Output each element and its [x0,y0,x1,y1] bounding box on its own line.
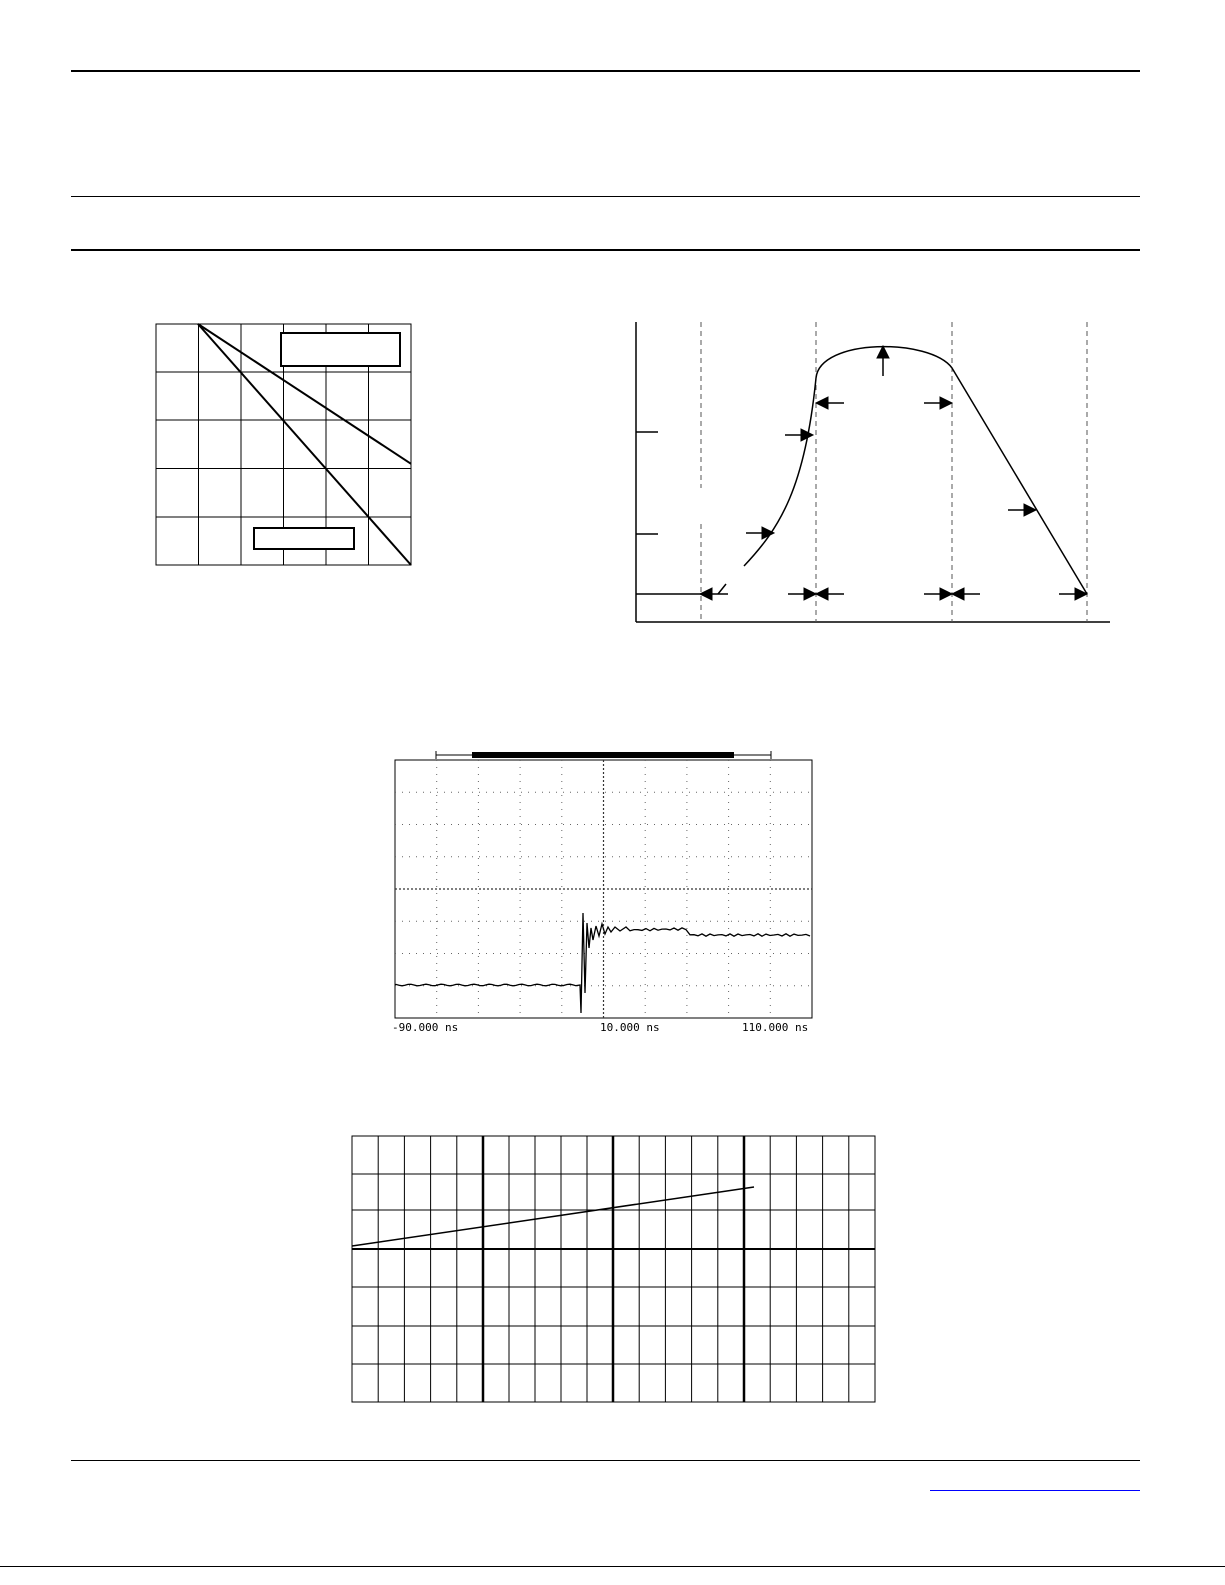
figure-2-zone-lines [701,322,1087,622]
header-top-rule [71,70,1140,72]
figure-3-x-label-center: 10.000 ns [600,1021,660,1034]
figure-2-diagram [630,318,1120,628]
figure-2-arrows [700,346,1087,600]
figure-2-arrow [924,588,952,600]
figure-3-trace [395,913,810,1013]
figure-2-ramp [744,378,816,566]
figure-3-timebase-bar [472,752,734,758]
figure-2-arrow [877,346,889,376]
figure-2-arrow-head [816,397,828,409]
figure-2-arrow-head [952,588,964,600]
figure-2-arrow [746,527,774,539]
header-mid-rule [71,196,1140,197]
figure-1-label-box [254,528,354,549]
figure-2-arrow-head [816,588,828,600]
figure-2-cooldown [952,368,1087,594]
header-bottom-rule [71,249,1140,251]
figure-2-arrow [816,397,844,409]
figure-2-arrow-head [877,346,889,358]
figure-2-arrow-head [804,588,816,600]
figure-2-arrow [952,588,980,600]
figure-2-arrow [816,588,844,600]
figure-2-arrow [788,588,816,600]
figure-2-arrow-head [940,397,952,409]
figure-2-arrow [1008,504,1036,516]
figure-4-chart [348,1132,878,1407]
figure-4-trend-line [352,1187,754,1246]
figure-1-chart [150,318,420,573]
figure-3-x-label-left: -90.000 ns [392,1021,459,1034]
figure-2-arrow [700,588,728,600]
footer-link[interactable] [930,1480,1140,1491]
figure-2-preheat [718,584,726,594]
page-bottom-rule [0,1566,1225,1567]
figure-1-legend-box [281,333,400,366]
figure-2-arrow [1059,588,1087,600]
figure-3-waveform [390,748,820,1028]
figure-3-grid [395,760,812,1018]
figure-2-arrow-head [700,588,712,600]
figure-2-arrow-head [940,588,952,600]
figure-3-x-label-right: 110.000 ns [742,1021,809,1034]
figure-2-arrow [924,397,952,409]
figure-4-grid [352,1136,875,1402]
footer-rule [71,1460,1140,1461]
